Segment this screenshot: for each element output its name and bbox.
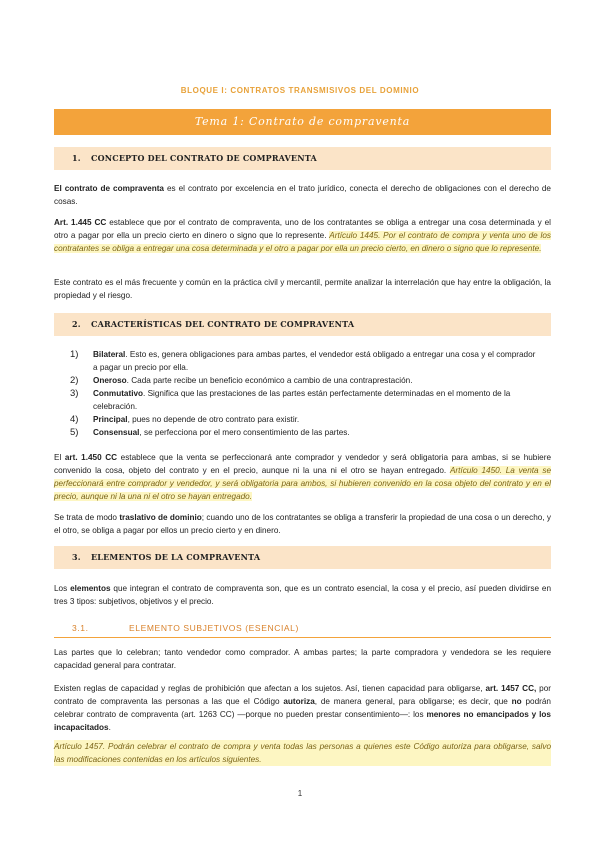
bold-term: Principal	[93, 415, 128, 424]
section-number: 3.	[72, 552, 81, 562]
list-item	[70, 426, 540, 439]
characteristics-list	[70, 348, 540, 439]
subsection-heading	[54, 621, 551, 638]
section-number: 2.	[72, 319, 81, 329]
bold-term: elementos	[70, 584, 111, 593]
list-number: 3)	[70, 388, 79, 399]
bold-term: Bilateral	[93, 350, 126, 359]
subsection-title: ELEMENTO SUBJETIVOS (ESENCIAL)	[129, 623, 299, 633]
list-item	[70, 374, 540, 387]
bold-term: Conmutativo	[93, 389, 144, 398]
text: . Esto es, genera obligaciones para ambas partes, el vendedor está obligado a entregar una cosa y el comprador a pagar un precio por ella.	[93, 350, 536, 372]
bold-term: no	[511, 697, 522, 706]
subsection-number: 3.1.	[72, 623, 89, 633]
paragraph	[54, 182, 551, 208]
list-item	[70, 413, 540, 426]
bold-term: El contrato de compraventa	[54, 184, 164, 193]
bold-term: art. 1.450 CC	[64, 453, 118, 462]
bold-term: menores no emancipados y los incapacitados	[54, 710, 551, 732]
list-item	[70, 348, 540, 374]
text: podrán celebrar contrato de compraventa (art. 1263 CC) —porque no pueden prestar consentimiento—: los	[54, 697, 551, 719]
text: es el contrato por excelencia en el trato jurídico, conecta el derecho de obligaciones con el derecho de cosas.	[54, 184, 551, 206]
section-number: 1.	[72, 153, 81, 163]
text: Se trata de modo	[54, 513, 120, 522]
topic-title: Tema 1: Contrato de compraventa	[54, 109, 551, 135]
text: El	[54, 453, 65, 462]
text: por contrato de compraventa las personas a las que el Código	[54, 684, 552, 706]
paragraph	[54, 511, 551, 537]
bold-term: Consensual	[93, 428, 140, 437]
bold-term: autoriza	[283, 697, 315, 706]
text: ; cuando uno de los contratantes se obliga a transferir la propiedad de una cosa o un derecho, y el otro, se obliga a pagar por ellos un precio cierto y en dinero.	[54, 513, 552, 535]
section-heading-caracteristicas	[54, 313, 551, 336]
bold-term: Art. 1.445 CC	[54, 218, 107, 227]
text: Los	[54, 584, 71, 593]
page-number: 1	[297, 789, 303, 798]
text: Existen reglas de capacidad y reglas de prohibición que afectan a los sujetos. Así, tienen capacidad para obligarse,	[54, 684, 486, 693]
highlighted-quote: Artículo 1445. Por el contrato de compra y venta uno de los contratantes se obliga a entregar una cosa determinada y el otro a pagar por ella un precio cierto, en dinero o signo que lo represente.	[54, 231, 551, 253]
bold-term: Oneroso	[93, 376, 127, 385]
section-heading-concepto	[54, 147, 551, 170]
section-title: CARACTERÍSTICAS DEL CONTRATO DE COMPRAVENTA	[91, 319, 355, 329]
list-number: 1)	[70, 349, 79, 360]
section-title: ELEMENTOS DE LA COMPRAVENTA	[91, 552, 261, 562]
section-title: CONCEPTO DEL CONTRATO DE COMPRAVENTA	[91, 153, 317, 163]
block-title: BLOQUE I: CONTRATOS TRANSMISIVOS DEL DOMINIO	[180, 86, 420, 95]
bold-term: traslativo de dominio	[119, 513, 202, 522]
text: establece que por el contrato de compraventa, uno de los contratantes se obliga a entregar una cosa determinada y el otro a pagar por ella un precio cierto en dinero o signo que lo represente.	[54, 218, 552, 240]
list-number: 4)	[70, 414, 79, 425]
text: . Significa que las prestaciones de las partes están perfectamente determinadas en el momento de la celebración.	[93, 389, 511, 411]
paragraph: Este contrato es el más frecuente y común en la práctica civil y mercantil, permite analizar la interrelación que hay entre la obligación, la propiedad y el riesgo.	[54, 278, 551, 300]
text: , de manera general, para obligarse; es decir, que	[314, 697, 512, 706]
section-heading-elementos	[54, 546, 551, 569]
highlighted-quote: Artículo 1457. Podrán celebrar el contrato de compra y venta todas las personas a quienes este Código autoriza para obligarse, salvo las modificaciones contenidas en los artículos siguientes.	[54, 742, 551, 764]
list-number: 2)	[70, 375, 79, 386]
paragraph: Las partes que lo celebran; tanto vendedor como comprador. A ambas partes; la parte compradora y vendedora se les requiere capacidad general para contratar.	[54, 648, 551, 670]
paragraph	[54, 216, 551, 255]
list-number: 5)	[70, 427, 79, 438]
paragraph	[54, 451, 551, 503]
text: , pues no depende de otro contrato para existir.	[127, 415, 300, 424]
text: , se perfecciona por el mero consentimiento de las partes.	[139, 428, 350, 437]
text: .	[108, 723, 111, 732]
list-item	[70, 387, 540, 413]
text: establece que la venta se perfeccionará ante comprador y vendedor y será obligatoria para ambas, si se hubiere convenido la cosa, objeto del contrato y en el precio, aunque ni la una ni el otro se hayan entregado.	[54, 453, 552, 475]
highlighted-quote: Artículo 1450. La venta se perfeccionará entre comprador y vendedor, y será obligatoria para ambos, si hubieren convenido en la cosa objeto del contrato y en el precio, aunque ni la una ni el otro se hayan entregado.	[54, 466, 552, 501]
text: que integran el contrato de compraventa son, que es un contrato esencial, la cosa y el precio, así pueden dividirse en tres 3 tipos: subjetivos, objetivos y el precio.	[54, 584, 551, 606]
bold-term: art. 1457 CC,	[485, 684, 537, 693]
text: . Cada parte recibe un beneficio económico a cambio de una contraprestación.	[126, 376, 413, 385]
paragraph	[54, 582, 551, 608]
paragraph	[54, 682, 551, 734]
